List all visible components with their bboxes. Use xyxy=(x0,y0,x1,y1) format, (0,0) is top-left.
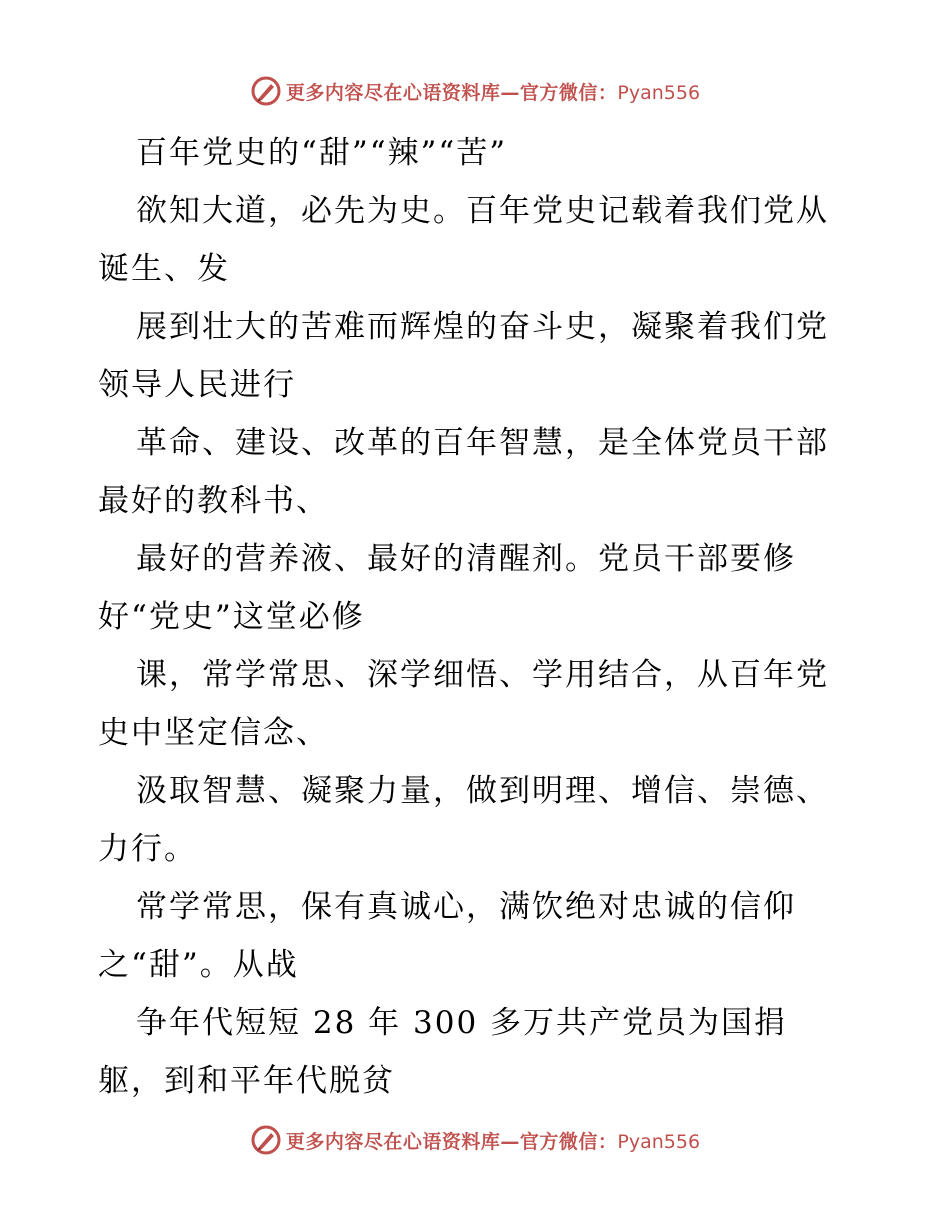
paragraph-line: 课，常学常思、深学细悟、学用结合，从百年党 xyxy=(136,657,829,693)
watermark-label: 更多内容尽在心语资料库—官方微信： xyxy=(285,81,618,104)
paragraph-line: 欲知大道，必先为史。百年党史记载着我们党从 xyxy=(136,193,829,229)
paragraph-line: 最好的教科书、 xyxy=(98,483,329,519)
paragraph-line: 诞生、发 xyxy=(98,251,230,287)
paragraph-line: 之“甜”。从战 xyxy=(98,947,299,983)
footer-watermark xyxy=(0,1120,950,1160)
paragraph-line: 力行。 xyxy=(98,831,197,867)
watermark-label: 更多内容尽在心语资料库—官方微信： xyxy=(285,1130,618,1153)
paragraph-line: 好“党史”这堂必修 xyxy=(98,599,365,635)
paragraph-line: 常学常思，保有真诚心，满饮绝对忠诚的信仰 xyxy=(136,889,796,925)
paragraph-line: 最好的营养液、最好的清醒剂。党员干部要修 xyxy=(136,541,796,577)
watermark-wechat-id: Pyan556 xyxy=(617,81,701,104)
pen-logo-icon xyxy=(250,1124,282,1156)
watermark-wechat-id: Pyan556 xyxy=(617,1130,701,1153)
paragraph-line: 躯，到和平年代脱贫 xyxy=(98,1063,395,1099)
paragraph-line: 展到壮大的苦难而辉煌的奋斗史，凝聚着我们党 xyxy=(136,309,829,345)
paragraph-line: 革命、建设、改革的百年智慧，是全体党员干部 xyxy=(136,425,829,461)
pen-logo-icon xyxy=(250,75,282,107)
paragraph-line: 汲取智慧、凝聚力量，做到明理、增信、崇德、 xyxy=(136,773,829,809)
document-body xyxy=(98,124,858,1110)
watermark-text xyxy=(286,1127,700,1154)
header-watermark xyxy=(0,71,950,111)
watermark-text xyxy=(286,78,700,105)
paragraph-line: 争年代短短 28 年 300 多万共产党员为国捐 xyxy=(136,1005,788,1041)
document-title: 百年党史的“甜”“辣”“苦” xyxy=(136,135,508,171)
paragraph-line: 领导人民进行 xyxy=(98,367,296,403)
paragraph-line: 史中坚定信念、 xyxy=(98,715,329,751)
